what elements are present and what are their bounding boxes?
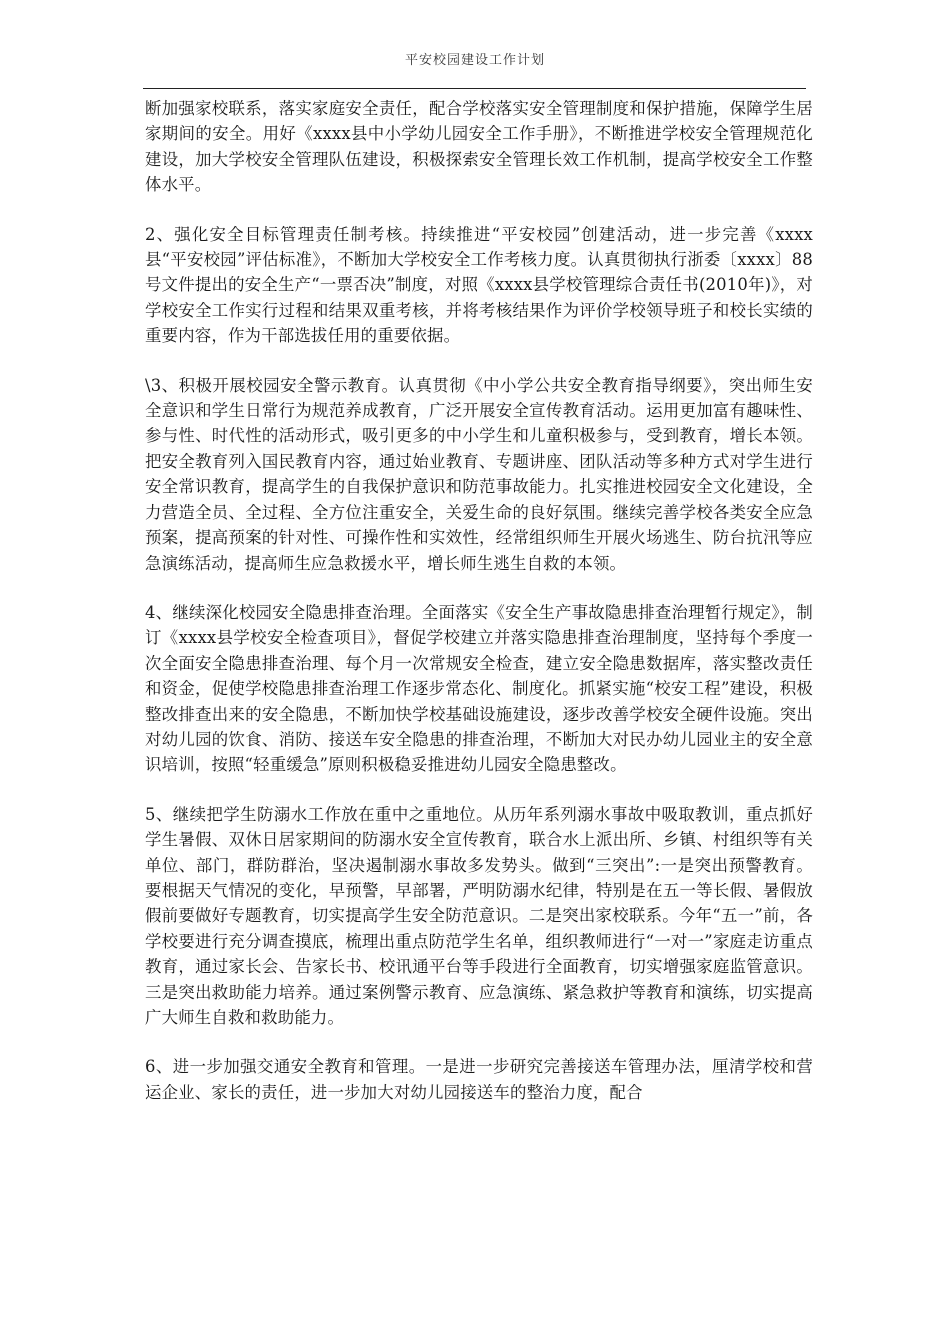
paragraph-item-4: 4、继续深化校园安全隐患排查治理。全面落实《安全生产事故隐患排查治理暂行规定》，制订《xxxx县学校安全检查项目》，督促学校建立并落实隐患排查治理制度，坚持每个季度一次全面安全隐患排查治理、每个月一次常规安全检查，建立安全隐患数据库，落实整改责任和资金，促使学校隐患排查治理工作逐步常态化、制度化。抓紧实施“校安工程”建设，积极整改排查出来的安全隐患，不断加快学校基础设施建设，逐步改善学校安全硬件设施。突出对幼儿园的饮食、消防、接送车安全隐患的排查治理，不断加大对民办幼儿园业主的安全意识培训，按照“轻重缓急”原则积极稳妥推进幼儿园安全隐患整改。 (145, 602, 813, 775)
paragraph-item-2: 2、强化安全目标管理责任制考核。持续推进“平安校园”创建活动，进一步完善《xxxx县“平安校园”评估标准》，不断加大学校安全工作考核力度。认真贯彻执行浙委〔xxxx〕88号文件提出的安全生产“一票否决”制度，对照《xxxx县学校管理综合责任书(2010年)》，对学校安全工作实行过程和结果双重考核，并将考核结果作为评价学校领导班子和校长实绩的重要内容，作为干部选拔任用的重要依据。 (145, 224, 813, 346)
paragraph-item-3: \3、积极开展校园安全警示教育。认真贯彻《中小学公共安全教育指导纲要》，突出师生安全意识和学生日常行为规范养成教育，广泛开展安全宣传教育活动。运用更加富有趣味性、参与性、时代性的活动形式，吸引更多的中小学生和儿童积极参与，受到教育，增长本领。把安全教育列入国民教育内容，通过始业教育、专题讲座、团队活动等多种方式对学生进行安全常识教育，提高学生的自我保护意识和防范事故能力。扎实推进校园安全文化建设，全力营造全员、全过程、全方位注重安全，关爱生命的良好氛围。继续完善学校各类安全应急预案，提高预案的针对性、可操作性和实效性，经常组织师生开展火场逃生、防台抗汛等应急演练活动，提高师生应急救援水平，增长师生逃生自救的本领。 (145, 375, 813, 573)
paragraph-continuation: 断加强家校联系，落实家庭安全责任，配合学校落实安全管理制度和保护措施，保障学生居家期间的安全。用好《xxxx县中小学幼儿园安全工作手册》，不断推进学校安全管理规范化建设，加大学校安全管理队伍建设，积极探索安全管理长效工作机制，提高学校安全工作整体水平。 (145, 99, 813, 195)
paragraph-item-5: 5、继续把学生防溺水工作放在重中之重地位。从历年系列溺水事故中吸取教训，重点抓好学生暑假、双休日居家期间的防溺水安全宣传教育，联合水上派出所、乡镇、村组织等有关单位、部门，群防群治，坚决遏制溺水事故多发势头。做到“三突出”:一是突出预警教育。要根据天气情况的变化，早预警，早部署，严明防溺水纪律，特别是在五一等长假、暑假放假前要做好专题教育，切实提高学生安全防范意识。二是突出家校联系。今年“五一”前，各学校要进行充分调查摸底，梳理出重点防范学生名单，组织教师进行“一对一”家庭走访重点教育，通过家长会、告家长书、校讯通平台等手段进行全面教育，切实增强家庭监管意识。三是突出救助能力培养。通过案例警示教育、应急演练、紧急救护等教育和演练，切实提高广大师生自救和救助能力。 (145, 804, 813, 1027)
page-header-title: 平安校园建设工作计划 (404, 53, 545, 68)
paragraph-item-6: 6、进一步加强交通安全教育和管理。一是进一步研究完善接送车管理办法，厘清学校和营运企业、家长的责任，进一步加大对幼儿园接送车的整治力度，配合 (145, 1057, 813, 1102)
header-divider (143, 88, 806, 89)
document-body (145, 96, 813, 1129)
